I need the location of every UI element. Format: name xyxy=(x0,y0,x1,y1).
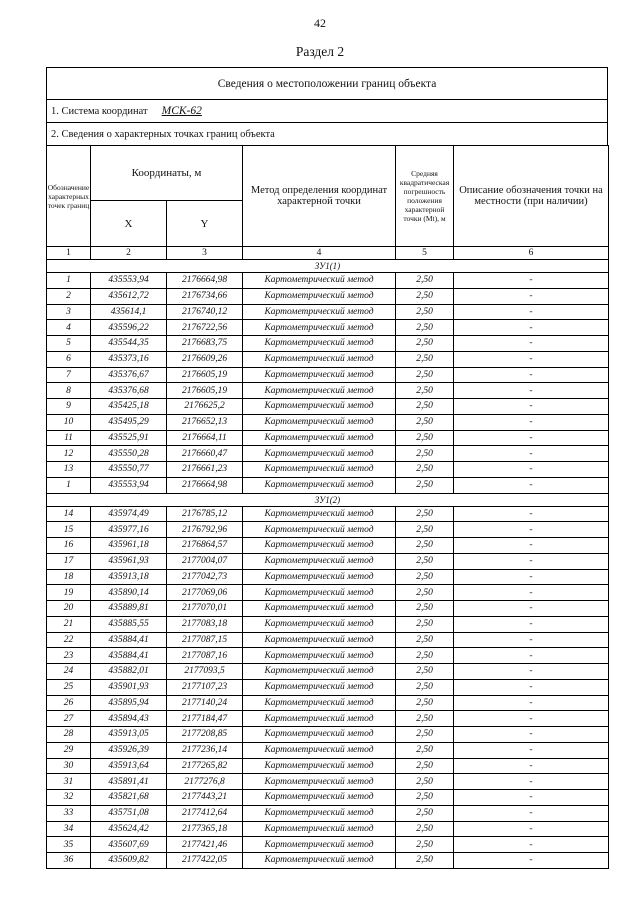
description: - xyxy=(454,367,609,383)
table-row xyxy=(47,585,609,601)
coord-x: 435894,43 xyxy=(91,711,167,727)
group-name: ЗУ1(1) xyxy=(47,260,609,273)
col-x-header: X xyxy=(91,201,167,247)
error-value: 2,50 xyxy=(396,304,454,320)
point-number: 28 xyxy=(47,727,91,743)
error-value: 2,50 xyxy=(396,320,454,336)
col-error-header: Средняя квадратическая погрешность положения характерной точки (Мt), м xyxy=(396,146,454,247)
method: Картометрический метод xyxy=(243,399,396,415)
col-method-header: Метод определения координат характерной точки xyxy=(243,146,396,247)
point-number: 20 xyxy=(47,601,91,617)
method: Картометрический метод xyxy=(243,805,396,821)
table-row xyxy=(47,790,609,806)
error-value: 2,50 xyxy=(396,601,454,617)
coord-y: 2176734,66 xyxy=(167,288,243,304)
coord-y: 2176652,13 xyxy=(167,414,243,430)
description: - xyxy=(454,664,609,680)
description: - xyxy=(454,805,609,821)
coord-y: 2176785,12 xyxy=(167,506,243,522)
error-value: 2,50 xyxy=(396,711,454,727)
coord-y: 2177422,05 xyxy=(167,853,243,869)
description: - xyxy=(454,569,609,585)
col-coordinates-header: Координаты, м xyxy=(91,146,243,201)
point-number: 29 xyxy=(47,742,91,758)
coord-y: 2177083,18 xyxy=(167,616,243,632)
point-number: 12 xyxy=(47,446,91,462)
coord-x: 435926,39 xyxy=(91,742,167,758)
coord-x: 435525,91 xyxy=(91,430,167,446)
coord-x: 435891,41 xyxy=(91,774,167,790)
method: Картометрический метод xyxy=(243,837,396,853)
coord-y: 2177265,82 xyxy=(167,758,243,774)
description: - xyxy=(454,304,609,320)
coord-x: 435913,18 xyxy=(91,569,167,585)
table-row xyxy=(47,616,609,632)
error-value: 2,50 xyxy=(396,336,454,352)
point-number: 32 xyxy=(47,790,91,806)
error-value: 2,50 xyxy=(396,288,454,304)
description: - xyxy=(454,553,609,569)
col-description-header: Описание обозначения точки на местности (при наличии) xyxy=(454,146,609,247)
error-value: 2,50 xyxy=(396,446,454,462)
point-number: 1 xyxy=(47,273,91,289)
description: - xyxy=(454,522,609,538)
table-row xyxy=(47,679,609,695)
point-number: 19 xyxy=(47,585,91,601)
table-row xyxy=(47,727,609,743)
point-number: 10 xyxy=(47,414,91,430)
point-number: 27 xyxy=(47,711,91,727)
coord-y: 2176864,57 xyxy=(167,538,243,554)
method: Картометрический метод xyxy=(243,742,396,758)
points-heading: 2. Сведения о характерных точках границ объекта xyxy=(46,122,608,145)
table-row xyxy=(47,367,609,383)
error-value: 2,50 xyxy=(396,553,454,569)
method: Картометрический метод xyxy=(243,273,396,289)
point-number: 2 xyxy=(47,288,91,304)
coord-x: 435961,18 xyxy=(91,538,167,554)
error-value: 2,50 xyxy=(396,616,454,632)
column-number: 4 xyxy=(243,247,396,260)
error-value: 2,50 xyxy=(396,538,454,554)
table-title: Сведения о местоположении границ объекта xyxy=(46,67,608,99)
coord-x: 435607,69 xyxy=(91,837,167,853)
coord-x: 435885,55 xyxy=(91,616,167,632)
method: Картометрический метод xyxy=(243,553,396,569)
coord-x: 435550,28 xyxy=(91,446,167,462)
point-number: 7 xyxy=(47,367,91,383)
point-number: 26 xyxy=(47,695,91,711)
point-number: 21 xyxy=(47,616,91,632)
description: - xyxy=(454,774,609,790)
table-row xyxy=(47,351,609,367)
description: - xyxy=(454,336,609,352)
page-number: 42 xyxy=(314,16,326,30)
point-number: 14 xyxy=(47,506,91,522)
table-row xyxy=(47,569,609,585)
point-number: 13 xyxy=(47,462,91,478)
coord-y: 2177093,5 xyxy=(167,664,243,680)
error-value: 2,50 xyxy=(396,679,454,695)
coord-y: 2176664,98 xyxy=(167,273,243,289)
table-row xyxy=(47,695,609,711)
description: - xyxy=(454,711,609,727)
description: - xyxy=(454,821,609,837)
coord-x: 435890,14 xyxy=(91,585,167,601)
method: Картометрический метод xyxy=(243,853,396,869)
coordinate-system-value: МСК-62 xyxy=(161,105,202,117)
point-number: 23 xyxy=(47,648,91,664)
point-number: 25 xyxy=(47,679,91,695)
point-number: 24 xyxy=(47,664,91,680)
coord-y: 2177004,07 xyxy=(167,553,243,569)
method: Картометрический метод xyxy=(243,430,396,446)
method: Картометрический метод xyxy=(243,477,396,493)
error-value: 2,50 xyxy=(396,414,454,430)
description: - xyxy=(454,742,609,758)
table-row xyxy=(47,506,609,522)
error-value: 2,50 xyxy=(396,585,454,601)
coord-x: 435884,41 xyxy=(91,632,167,648)
error-value: 2,50 xyxy=(396,853,454,869)
coord-y: 2177443,21 xyxy=(167,790,243,806)
description: - xyxy=(454,790,609,806)
method: Картометрический метод xyxy=(243,585,396,601)
description: - xyxy=(454,585,609,601)
coord-x: 435495,29 xyxy=(91,414,167,430)
coord-y: 2177208,85 xyxy=(167,727,243,743)
table-row xyxy=(47,774,609,790)
point-number: 4 xyxy=(47,320,91,336)
table-row xyxy=(47,553,609,569)
table-row xyxy=(47,383,609,399)
table-row xyxy=(47,742,609,758)
error-value: 2,50 xyxy=(396,727,454,743)
error-value: 2,50 xyxy=(396,648,454,664)
coord-y: 2176660,47 xyxy=(167,446,243,462)
column-number: 3 xyxy=(167,247,243,260)
error-value: 2,50 xyxy=(396,758,454,774)
coord-y: 2177107,23 xyxy=(167,679,243,695)
description: - xyxy=(454,648,609,664)
description: - xyxy=(454,837,609,853)
boundary-table-sheet xyxy=(46,67,608,869)
coord-x: 435373,16 xyxy=(91,351,167,367)
description: - xyxy=(454,506,609,522)
table-row xyxy=(47,758,609,774)
description: - xyxy=(454,351,609,367)
error-value: 2,50 xyxy=(396,821,454,837)
column-number: 2 xyxy=(91,247,167,260)
coord-y: 2177421,46 xyxy=(167,837,243,853)
coord-y: 2176792,96 xyxy=(167,522,243,538)
coord-x: 435821,68 xyxy=(91,790,167,806)
description: - xyxy=(454,320,609,336)
section-title: Раздел 2 xyxy=(295,44,345,59)
error-value: 2,50 xyxy=(396,367,454,383)
coord-x: 435425,18 xyxy=(91,399,167,415)
coord-y: 2176740,12 xyxy=(167,304,243,320)
method: Картометрический метод xyxy=(243,711,396,727)
table-row xyxy=(47,446,609,462)
coord-y: 2176609,26 xyxy=(167,351,243,367)
description: - xyxy=(454,695,609,711)
table-row xyxy=(47,414,609,430)
point-number: 18 xyxy=(47,569,91,585)
description: - xyxy=(454,601,609,617)
point-number: 1 xyxy=(47,477,91,493)
coord-x: 435609,82 xyxy=(91,853,167,869)
table-row xyxy=(47,648,609,664)
method: Картометрический метод xyxy=(243,632,396,648)
table-row xyxy=(47,601,609,617)
description: - xyxy=(454,462,609,478)
error-value: 2,50 xyxy=(396,430,454,446)
table-row xyxy=(47,805,609,821)
table-row xyxy=(47,711,609,727)
description: - xyxy=(454,679,609,695)
method: Картометрический метод xyxy=(243,446,396,462)
column-number: 6 xyxy=(454,247,609,260)
method: Картометрический метод xyxy=(243,758,396,774)
description: - xyxy=(454,430,609,446)
coord-y: 2177042,73 xyxy=(167,569,243,585)
point-number: 5 xyxy=(47,336,91,352)
method: Картометрический метод xyxy=(243,320,396,336)
coord-y: 2176605,19 xyxy=(167,383,243,399)
error-value: 2,50 xyxy=(396,399,454,415)
coord-y: 2176722,56 xyxy=(167,320,243,336)
coord-x: 435884,41 xyxy=(91,648,167,664)
point-number: 36 xyxy=(47,853,91,869)
point-number: 3 xyxy=(47,304,91,320)
coord-y: 2176605,19 xyxy=(167,367,243,383)
coord-x: 435882,01 xyxy=(91,664,167,680)
point-number: 35 xyxy=(47,837,91,853)
table-row xyxy=(47,837,609,853)
error-value: 2,50 xyxy=(396,522,454,538)
col-designation-header: Обозначение характерных точек границ xyxy=(47,146,91,247)
description: - xyxy=(454,288,609,304)
group-row xyxy=(47,493,609,506)
method: Картометрический метод xyxy=(243,664,396,680)
coord-y: 2177087,16 xyxy=(167,648,243,664)
table-row xyxy=(47,632,609,648)
point-number: 15 xyxy=(47,522,91,538)
table-row xyxy=(47,399,609,415)
coord-x: 435550,77 xyxy=(91,462,167,478)
table-row xyxy=(47,477,609,493)
coord-x: 435961,93 xyxy=(91,553,167,569)
description: - xyxy=(454,399,609,415)
method: Картометрический метод xyxy=(243,616,396,632)
table-row xyxy=(47,522,609,538)
method: Картометрический метод xyxy=(243,367,396,383)
method: Картометрический метод xyxy=(243,538,396,554)
coordinate-system-label: 1. Система координат xyxy=(51,105,148,117)
description: - xyxy=(454,446,609,462)
table-row xyxy=(47,538,609,554)
group-row xyxy=(47,260,609,273)
coord-y: 2177365,18 xyxy=(167,821,243,837)
method: Картометрический метод xyxy=(243,695,396,711)
points-table-body xyxy=(47,260,609,869)
method: Картометрический метод xyxy=(243,727,396,743)
coord-y: 2177236,14 xyxy=(167,742,243,758)
error-value: 2,50 xyxy=(396,742,454,758)
column-number: 1 xyxy=(47,247,91,260)
point-number: 22 xyxy=(47,632,91,648)
description: - xyxy=(454,632,609,648)
error-value: 2,50 xyxy=(396,632,454,648)
method: Картометрический метод xyxy=(243,506,396,522)
column-numbers-row xyxy=(47,247,609,260)
error-value: 2,50 xyxy=(396,383,454,399)
point-number: 30 xyxy=(47,758,91,774)
error-value: 2,50 xyxy=(396,664,454,680)
error-value: 2,50 xyxy=(396,790,454,806)
method: Картометрический метод xyxy=(243,288,396,304)
table-row xyxy=(47,304,609,320)
description: - xyxy=(454,727,609,743)
coord-x: 435977,16 xyxy=(91,522,167,538)
point-number: 8 xyxy=(47,383,91,399)
coord-x: 435901,93 xyxy=(91,679,167,695)
method: Картометрический метод xyxy=(243,522,396,538)
coord-y: 2176661,23 xyxy=(167,462,243,478)
method: Картометрический метод xyxy=(243,601,396,617)
description: - xyxy=(454,477,609,493)
coord-x: 435889,81 xyxy=(91,601,167,617)
coord-x: 435624,42 xyxy=(91,821,167,837)
point-number: 16 xyxy=(47,538,91,554)
point-number: 6 xyxy=(47,351,91,367)
coord-y: 2177276,8 xyxy=(167,774,243,790)
coord-x: 435751,08 xyxy=(91,805,167,821)
point-number: 17 xyxy=(47,553,91,569)
coord-x: 435544,35 xyxy=(91,336,167,352)
coord-y: 2177070,01 xyxy=(167,601,243,617)
error-value: 2,50 xyxy=(396,477,454,493)
description: - xyxy=(454,758,609,774)
method: Картометрический метод xyxy=(243,821,396,837)
coord-y: 2177412,64 xyxy=(167,805,243,821)
error-value: 2,50 xyxy=(396,351,454,367)
error-value: 2,50 xyxy=(396,462,454,478)
coord-y: 2177184,47 xyxy=(167,711,243,727)
table-row xyxy=(47,853,609,869)
method: Картометрический метод xyxy=(243,351,396,367)
table-row xyxy=(47,462,609,478)
coord-x: 435376,68 xyxy=(91,383,167,399)
coord-y: 2176664,11 xyxy=(167,430,243,446)
table-row xyxy=(47,336,609,352)
coord-y: 2177087,15 xyxy=(167,632,243,648)
method: Картометрический метод xyxy=(243,383,396,399)
point-number: 11 xyxy=(47,430,91,446)
method: Картометрический метод xyxy=(243,336,396,352)
error-value: 2,50 xyxy=(396,506,454,522)
method: Картометрический метод xyxy=(243,304,396,320)
table-row xyxy=(47,821,609,837)
method: Картометрический метод xyxy=(243,414,396,430)
error-value: 2,50 xyxy=(396,695,454,711)
method: Картометрический метод xyxy=(243,462,396,478)
method: Картометрический метод xyxy=(243,774,396,790)
coordinate-system-line xyxy=(46,99,608,122)
error-value: 2,50 xyxy=(396,837,454,853)
error-value: 2,50 xyxy=(396,569,454,585)
coord-x: 435614,1 xyxy=(91,304,167,320)
coord-y: 2176625,2 xyxy=(167,399,243,415)
point-number: 33 xyxy=(47,805,91,821)
group-name: ЗУ1(2) xyxy=(47,493,609,506)
description: - xyxy=(454,273,609,289)
table-row xyxy=(47,273,609,289)
error-value: 2,50 xyxy=(396,273,454,289)
point-number: 34 xyxy=(47,821,91,837)
description: - xyxy=(454,414,609,430)
coord-x: 435913,64 xyxy=(91,758,167,774)
coord-y: 2176683,75 xyxy=(167,336,243,352)
coord-x: 435553,94 xyxy=(91,477,167,493)
description: - xyxy=(454,616,609,632)
coord-y: 2176664,98 xyxy=(167,477,243,493)
description: - xyxy=(454,853,609,869)
description: - xyxy=(454,538,609,554)
coord-x: 435895,94 xyxy=(91,695,167,711)
table-row xyxy=(47,288,609,304)
error-value: 2,50 xyxy=(396,805,454,821)
method: Картометрический метод xyxy=(243,679,396,695)
coord-y: 2177069,06 xyxy=(167,585,243,601)
coord-y: 2177140,24 xyxy=(167,695,243,711)
coord-x: 435553,94 xyxy=(91,273,167,289)
coord-x: 435612,72 xyxy=(91,288,167,304)
column-number: 5 xyxy=(396,247,454,260)
method: Картометрический метод xyxy=(243,790,396,806)
coord-x: 435596,22 xyxy=(91,320,167,336)
description: - xyxy=(454,383,609,399)
point-number: 31 xyxy=(47,774,91,790)
table-row xyxy=(47,664,609,680)
table-row xyxy=(47,430,609,446)
error-value: 2,50 xyxy=(396,774,454,790)
col-y-header: Y xyxy=(167,201,243,247)
table-row xyxy=(47,320,609,336)
method: Картометрический метод xyxy=(243,648,396,664)
point-number: 9 xyxy=(47,399,91,415)
method: Картометрический метод xyxy=(243,569,396,585)
coord-x: 435376,67 xyxy=(91,367,167,383)
coord-x: 435974,49 xyxy=(91,506,167,522)
points-table xyxy=(46,145,609,869)
coord-x: 435913,05 xyxy=(91,727,167,743)
